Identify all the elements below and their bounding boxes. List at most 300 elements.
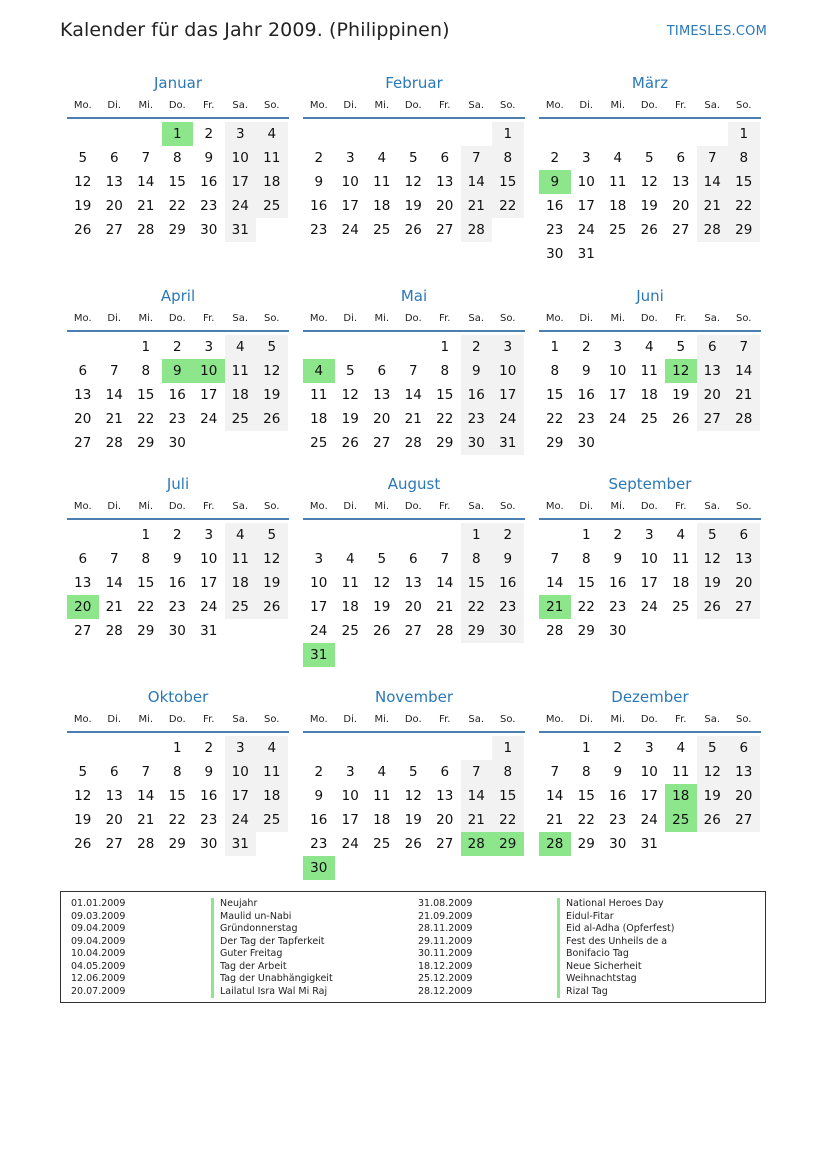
day-cell[interactable]: 6 (377, 363, 387, 379)
day-cell[interactable]: 30 (200, 836, 218, 852)
day-cell[interactable]: 31 (200, 623, 218, 639)
day-cell[interactable]: 1 (581, 527, 591, 543)
day-cell[interactable]: 26 (256, 407, 288, 431)
day-cell[interactable]: 13 (105, 788, 123, 804)
day-cell[interactable]: 17 (640, 788, 658, 804)
day-cell[interactable]: 6 (408, 551, 418, 567)
day-cell[interactable]: 22 (137, 411, 155, 427)
day-cell[interactable]: 27 (74, 623, 92, 639)
day-cell[interactable]: 3 (225, 736, 257, 760)
day-cell[interactable]: 3 (204, 527, 214, 543)
day-cell[interactable]: 19 (697, 784, 729, 808)
day-cell[interactable]: 28 (105, 435, 123, 451)
day-cell[interactable]: 26 (697, 595, 729, 619)
day-cell[interactable]: 20 (67, 595, 99, 619)
day-cell[interactable]: 29 (168, 222, 186, 238)
day-cell[interactable]: 20 (105, 812, 123, 828)
day-cell[interactable]: 1 (728, 122, 760, 146)
day-cell[interactable]: 12 (404, 174, 422, 190)
day-cell[interactable]: 5 (345, 363, 355, 379)
day-cell[interactable]: 23 (461, 407, 493, 431)
day-cell[interactable]: 27 (436, 836, 454, 852)
day-cell[interactable]: 10 (225, 760, 257, 784)
day-cell[interactable]: 4 (225, 523, 257, 547)
day-cell[interactable]: 20 (74, 411, 92, 427)
day-cell[interactable]: 20 (697, 383, 729, 407)
day-cell[interactable]: 19 (404, 198, 422, 214)
day-cell[interactable]: 13 (74, 575, 92, 591)
day-cell[interactable]: 1 (492, 122, 524, 146)
day-cell[interactable]: 16 (461, 383, 493, 407)
day-cell[interactable]: 8 (440, 363, 450, 379)
day-cell[interactable]: 16 (168, 575, 186, 591)
day-cell[interactable]: 4 (676, 527, 686, 543)
day-cell[interactable]: 31 (492, 431, 524, 455)
day-cell[interactable]: 27 (105, 836, 123, 852)
day-cell[interactable]: 11 (256, 146, 288, 170)
day-cell[interactable]: 21 (728, 383, 760, 407)
day-cell[interactable]: 30 (609, 623, 627, 639)
day-cell[interactable]: 22 (461, 595, 493, 619)
day-cell[interactable]: 24 (200, 599, 218, 615)
day-cell[interactable]: 24 (225, 194, 257, 218)
day-cell[interactable]: 16 (577, 387, 595, 403)
day-cell[interactable]: 4 (256, 122, 288, 146)
day-cell[interactable]: 4 (613, 150, 623, 166)
day-cell[interactable]: 13 (436, 174, 454, 190)
day-cell[interactable]: 16 (200, 788, 218, 804)
day-cell[interactable]: 9 (204, 150, 214, 166)
day-cell[interactable]: 12 (74, 788, 92, 804)
day-cell[interactable]: 5 (644, 150, 654, 166)
day-cell[interactable]: 19 (256, 383, 288, 407)
day-cell[interactable]: 5 (78, 150, 88, 166)
day-cell[interactable]: 25 (225, 595, 257, 619)
day-cell[interactable]: 19 (697, 571, 729, 595)
day-cell[interactable]: 19 (341, 411, 359, 427)
day-cell[interactable]: 10 (640, 551, 658, 567)
day-cell[interactable]: 27 (728, 808, 760, 832)
day-cell[interactable]: 30 (168, 435, 186, 451)
day-cell[interactable]: 6 (440, 764, 450, 780)
day-cell[interactable]: 29 (461, 619, 493, 643)
day-cell[interactable]: 13 (105, 174, 123, 190)
day-cell[interactable]: 28 (436, 623, 454, 639)
day-cell[interactable]: 24 (640, 812, 658, 828)
day-cell[interactable]: 29 (546, 435, 564, 451)
day-cell[interactable]: 16 (609, 575, 627, 591)
day-cell[interactable]: 17 (310, 599, 328, 615)
day-cell[interactable]: 22 (436, 411, 454, 427)
day-cell[interactable]: 6 (728, 523, 760, 547)
day-cell[interactable]: 16 (310, 812, 328, 828)
day-cell[interactable]: 13 (74, 387, 92, 403)
day-cell[interactable]: 4 (377, 764, 387, 780)
day-cell[interactable]: 17 (225, 170, 257, 194)
day-cell[interactable]: 19 (74, 812, 92, 828)
day-cell[interactable]: 28 (461, 218, 493, 242)
day-cell[interactable]: 15 (137, 387, 155, 403)
day-cell[interactable]: 15 (546, 387, 564, 403)
day-cell[interactable]: 21 (137, 812, 155, 828)
day-cell[interactable]: 25 (373, 222, 391, 238)
day-cell[interactable]: 27 (404, 623, 422, 639)
day-cell[interactable]: 11 (310, 387, 328, 403)
day-cell[interactable]: 23 (200, 812, 218, 828)
day-cell[interactable]: 1 (492, 736, 524, 760)
day-cell[interactable]: 6 (78, 363, 88, 379)
day-cell[interactable]: 18 (310, 411, 328, 427)
day-cell[interactable]: 28 (461, 832, 493, 856)
day-cell[interactable]: 15 (168, 174, 186, 190)
day-cell[interactable]: 4 (377, 150, 387, 166)
day-cell[interactable]: 10 (609, 363, 627, 379)
day-cell[interactable]: 5 (78, 764, 88, 780)
day-cell[interactable]: 3 (613, 339, 623, 355)
day-cell[interactable]: 10 (193, 359, 225, 383)
day-cell[interactable]: 29 (137, 623, 155, 639)
day-cell[interactable]: 25 (672, 599, 690, 615)
day-cell[interactable]: 27 (436, 222, 454, 238)
day-cell[interactable]: 1 (581, 740, 591, 756)
day-cell[interactable]: 21 (105, 411, 123, 427)
day-cell[interactable]: 21 (404, 411, 422, 427)
day-cell[interactable]: 6 (109, 764, 119, 780)
day-cell[interactable]: 12 (256, 359, 288, 383)
day-cell[interactable]: 8 (492, 146, 524, 170)
day-cell[interactable]: 28 (105, 623, 123, 639)
day-cell[interactable]: 24 (310, 623, 328, 639)
day-cell[interactable]: 24 (341, 222, 359, 238)
day-cell[interactable]: 27 (74, 435, 92, 451)
day-cell[interactable]: 9 (581, 363, 591, 379)
day-cell[interactable]: 31 (640, 836, 658, 852)
day-cell[interactable]: 28 (404, 435, 422, 451)
day-cell[interactable]: 19 (640, 198, 658, 214)
day-cell[interactable]: 10 (310, 575, 328, 591)
day-cell[interactable]: 8 (728, 146, 760, 170)
day-cell[interactable]: 19 (672, 387, 690, 403)
day-cell[interactable]: 31 (225, 218, 257, 242)
day-cell[interactable]: 5 (377, 551, 387, 567)
day-cell[interactable]: 31 (577, 246, 595, 262)
day-cell[interactable]: 18 (256, 784, 288, 808)
day-cell[interactable]: 10 (225, 146, 257, 170)
day-cell[interactable]: 1 (141, 527, 151, 543)
day-cell[interactable]: 30 (492, 619, 524, 643)
day-cell[interactable]: 14 (728, 359, 760, 383)
day-cell[interactable]: 1 (162, 122, 194, 146)
day-cell[interactable]: 1 (461, 523, 493, 547)
day-cell[interactable]: 5 (697, 736, 729, 760)
day-cell[interactable]: 26 (256, 595, 288, 619)
day-cell[interactable]: 20 (728, 784, 760, 808)
day-cell[interactable]: 22 (577, 812, 595, 828)
day-cell[interactable]: 22 (577, 599, 595, 615)
day-cell[interactable]: 25 (609, 222, 627, 238)
day-cell[interactable]: 26 (74, 836, 92, 852)
day-cell[interactable]: 26 (404, 836, 422, 852)
day-cell[interactable]: 14 (546, 575, 564, 591)
day-cell[interactable]: 4 (303, 359, 335, 383)
day-cell[interactable]: 25 (256, 808, 288, 832)
day-cell[interactable]: 5 (697, 523, 729, 547)
day-cell[interactable]: 19 (373, 599, 391, 615)
day-cell[interactable]: 6 (78, 551, 88, 567)
day-cell[interactable]: 6 (728, 736, 760, 760)
day-cell[interactable]: 25 (310, 435, 328, 451)
site-link[interactable]: TIMESLES.COM (666, 24, 767, 39)
day-cell[interactable]: 7 (550, 551, 560, 567)
day-cell[interactable]: 18 (640, 387, 658, 403)
day-cell[interactable]: 30 (461, 431, 493, 455)
day-cell[interactable]: 2 (613, 527, 623, 543)
day-cell[interactable]: 18 (373, 198, 391, 214)
day-cell[interactable]: 26 (373, 623, 391, 639)
day-cell[interactable]: 12 (665, 359, 697, 383)
day-cell[interactable]: 20 (436, 812, 454, 828)
day-cell[interactable]: 3 (345, 150, 355, 166)
day-cell[interactable]: 26 (74, 222, 92, 238)
day-cell[interactable]: 2 (204, 126, 214, 142)
day-cell[interactable]: 24 (225, 808, 257, 832)
day-cell[interactable]: 18 (225, 383, 257, 407)
day-cell[interactable]: 7 (461, 146, 493, 170)
day-cell[interactable]: 15 (137, 575, 155, 591)
day-cell[interactable]: 11 (373, 174, 391, 190)
day-cell[interactable]: 7 (109, 551, 119, 567)
day-cell[interactable]: 26 (697, 808, 729, 832)
day-cell[interactable]: 8 (581, 764, 591, 780)
day-cell[interactable]: 7 (141, 764, 151, 780)
day-cell[interactable]: 7 (141, 150, 151, 166)
day-cell[interactable]: 9 (204, 764, 214, 780)
day-cell[interactable]: 23 (492, 595, 524, 619)
day-cell[interactable]: 14 (137, 788, 155, 804)
day-cell[interactable]: 26 (640, 222, 658, 238)
day-cell[interactable]: 17 (341, 812, 359, 828)
day-cell[interactable]: 3 (204, 339, 214, 355)
day-cell[interactable]: 29 (436, 435, 454, 451)
day-cell[interactable]: 3 (314, 551, 324, 567)
day-cell[interactable]: 26 (404, 222, 422, 238)
day-cell[interactable]: 1 (550, 339, 560, 355)
day-cell[interactable]: 13 (672, 174, 690, 190)
day-cell[interactable]: 3 (492, 335, 524, 359)
day-cell[interactable]: 15 (577, 575, 595, 591)
day-cell[interactable]: 9 (492, 547, 524, 571)
day-cell[interactable]: 25 (341, 623, 359, 639)
day-cell[interactable]: 14 (137, 174, 155, 190)
day-cell[interactable]: 23 (200, 198, 218, 214)
day-cell[interactable]: 22 (137, 599, 155, 615)
day-cell[interactable]: 9 (613, 764, 623, 780)
day-cell[interactable]: 16 (200, 174, 218, 190)
day-cell[interactable]: 15 (492, 170, 524, 194)
day-cell[interactable]: 28 (137, 836, 155, 852)
day-cell[interactable]: 27 (672, 222, 690, 238)
day-cell[interactable]: 30 (200, 222, 218, 238)
day-cell[interactable]: 19 (404, 812, 422, 828)
day-cell[interactable]: 13 (436, 788, 454, 804)
day-cell[interactable]: 14 (105, 575, 123, 591)
day-cell[interactable]: 8 (141, 551, 151, 567)
day-cell[interactable]: 6 (676, 150, 686, 166)
day-cell[interactable]: 22 (728, 194, 760, 218)
day-cell[interactable]: 28 (137, 222, 155, 238)
day-cell[interactable]: 10 (341, 788, 359, 804)
day-cell[interactable]: 14 (404, 387, 422, 403)
day-cell[interactable]: 8 (581, 551, 591, 567)
day-cell[interactable]: 12 (74, 174, 92, 190)
day-cell[interactable]: 25 (640, 411, 658, 427)
day-cell[interactable]: 15 (461, 571, 493, 595)
day-cell[interactable]: 29 (728, 218, 760, 242)
day-cell[interactable]: 16 (168, 387, 186, 403)
day-cell[interactable]: 23 (577, 411, 595, 427)
day-cell[interactable]: 20 (404, 599, 422, 615)
day-cell[interactable]: 21 (137, 198, 155, 214)
day-cell[interactable]: 14 (461, 784, 493, 808)
day-cell[interactable]: 28 (728, 407, 760, 431)
day-cell[interactable]: 12 (373, 575, 391, 591)
day-cell[interactable]: 11 (341, 575, 359, 591)
day-cell[interactable]: 9 (172, 551, 182, 567)
day-cell[interactable]: 9 (613, 551, 623, 567)
day-cell[interactable]: 27 (105, 222, 123, 238)
day-cell[interactable]: 6 (440, 150, 450, 166)
day-cell[interactable]: 10 (341, 174, 359, 190)
day-cell[interactable]: 16 (609, 788, 627, 804)
day-cell[interactable]: 25 (665, 808, 697, 832)
day-cell[interactable]: 23 (168, 599, 186, 615)
day-cell[interactable]: 11 (256, 760, 288, 784)
day-cell[interactable]: 21 (539, 595, 571, 619)
day-cell[interactable]: 12 (697, 760, 729, 784)
day-cell[interactable]: 5 (408, 764, 418, 780)
day-cell[interactable]: 24 (492, 407, 524, 431)
day-cell[interactable]: 2 (314, 764, 324, 780)
day-cell[interactable]: 21 (461, 808, 493, 832)
day-cell[interactable]: 2 (172, 339, 182, 355)
day-cell[interactable]: 3 (345, 764, 355, 780)
day-cell[interactable]: 22 (546, 411, 564, 427)
day-cell[interactable]: 12 (256, 547, 288, 571)
day-cell[interactable]: 13 (728, 760, 760, 784)
day-cell[interactable]: 9 (314, 174, 324, 190)
day-cell[interactable]: 6 (697, 335, 729, 359)
day-cell[interactable]: 20 (436, 198, 454, 214)
day-cell[interactable]: 10 (200, 551, 218, 567)
day-cell[interactable]: 29 (577, 836, 595, 852)
day-cell[interactable]: 12 (404, 788, 422, 804)
day-cell[interactable]: 30 (303, 856, 335, 880)
day-cell[interactable]: 16 (310, 198, 328, 214)
day-cell[interactable]: 11 (672, 764, 690, 780)
day-cell[interactable]: 20 (373, 411, 391, 427)
day-cell[interactable]: 27 (728, 595, 760, 619)
day-cell[interactable]: 26 (341, 435, 359, 451)
day-cell[interactable]: 4 (644, 339, 654, 355)
day-cell[interactable]: 11 (672, 551, 690, 567)
day-cell[interactable]: 8 (172, 150, 182, 166)
day-cell[interactable]: 29 (137, 435, 155, 451)
day-cell[interactable]: 7 (697, 146, 729, 170)
day-cell[interactable]: 7 (408, 363, 418, 379)
day-cell[interactable]: 8 (172, 764, 182, 780)
day-cell[interactable]: 30 (168, 623, 186, 639)
day-cell[interactable]: 17 (225, 784, 257, 808)
day-cell[interactable]: 23 (546, 222, 564, 238)
day-cell[interactable]: 12 (640, 174, 658, 190)
day-cell[interactable]: 28 (539, 832, 571, 856)
day-cell[interactable]: 16 (492, 571, 524, 595)
day-cell[interactable]: 21 (546, 812, 564, 828)
day-cell[interactable]: 14 (697, 170, 729, 194)
day-cell[interactable]: 28 (546, 623, 564, 639)
day-cell[interactable]: 7 (728, 335, 760, 359)
day-cell[interactable]: 23 (310, 222, 328, 238)
day-cell[interactable]: 11 (640, 363, 658, 379)
day-cell[interactable]: 8 (141, 363, 151, 379)
day-cell[interactable]: 11 (225, 359, 257, 383)
day-cell[interactable]: 2 (314, 150, 324, 166)
day-cell[interactable]: 2 (492, 523, 524, 547)
day-cell[interactable]: 3 (644, 527, 654, 543)
day-cell[interactable]: 17 (341, 198, 359, 214)
day-cell[interactable]: 17 (609, 387, 627, 403)
day-cell[interactable]: 24 (200, 411, 218, 427)
day-cell[interactable]: 2 (172, 527, 182, 543)
day-cell[interactable]: 22 (492, 194, 524, 218)
day-cell[interactable]: 21 (436, 599, 454, 615)
day-cell[interactable]: 15 (436, 387, 454, 403)
day-cell[interactable]: 25 (256, 194, 288, 218)
day-cell[interactable]: 29 (168, 836, 186, 852)
day-cell[interactable]: 24 (341, 836, 359, 852)
day-cell[interactable]: 1 (141, 339, 151, 355)
day-cell[interactable]: 4 (676, 740, 686, 756)
day-cell[interactable]: 22 (168, 198, 186, 214)
day-cell[interactable]: 24 (609, 411, 627, 427)
day-cell[interactable]: 8 (492, 760, 524, 784)
day-cell[interactable]: 23 (609, 812, 627, 828)
day-cell[interactable]: 19 (256, 571, 288, 595)
day-cell[interactable]: 7 (550, 764, 560, 780)
day-cell[interactable]: 3 (581, 150, 591, 166)
day-cell[interactable]: 27 (373, 435, 391, 451)
day-cell[interactable]: 23 (609, 599, 627, 615)
day-cell[interactable]: 31 (225, 832, 257, 856)
day-cell[interactable]: 10 (577, 174, 595, 190)
day-cell[interactable]: 18 (665, 784, 697, 808)
day-cell[interactable]: 26 (672, 411, 690, 427)
day-cell[interactable]: 2 (204, 740, 214, 756)
day-cell[interactable]: 9 (314, 788, 324, 804)
day-cell[interactable]: 17 (200, 387, 218, 403)
day-cell[interactable]: 7 (440, 551, 450, 567)
day-cell[interactable]: 11 (609, 174, 627, 190)
day-cell[interactable]: 11 (225, 547, 257, 571)
day-cell[interactable]: 14 (546, 788, 564, 804)
day-cell[interactable]: 9 (539, 170, 571, 194)
day-cell[interactable]: 27 (697, 407, 729, 431)
day-cell[interactable]: 8 (550, 363, 560, 379)
day-cell[interactable]: 5 (676, 339, 686, 355)
day-cell[interactable]: 29 (492, 832, 524, 856)
day-cell[interactable]: 2 (613, 740, 623, 756)
day-cell[interactable]: 2 (550, 150, 560, 166)
